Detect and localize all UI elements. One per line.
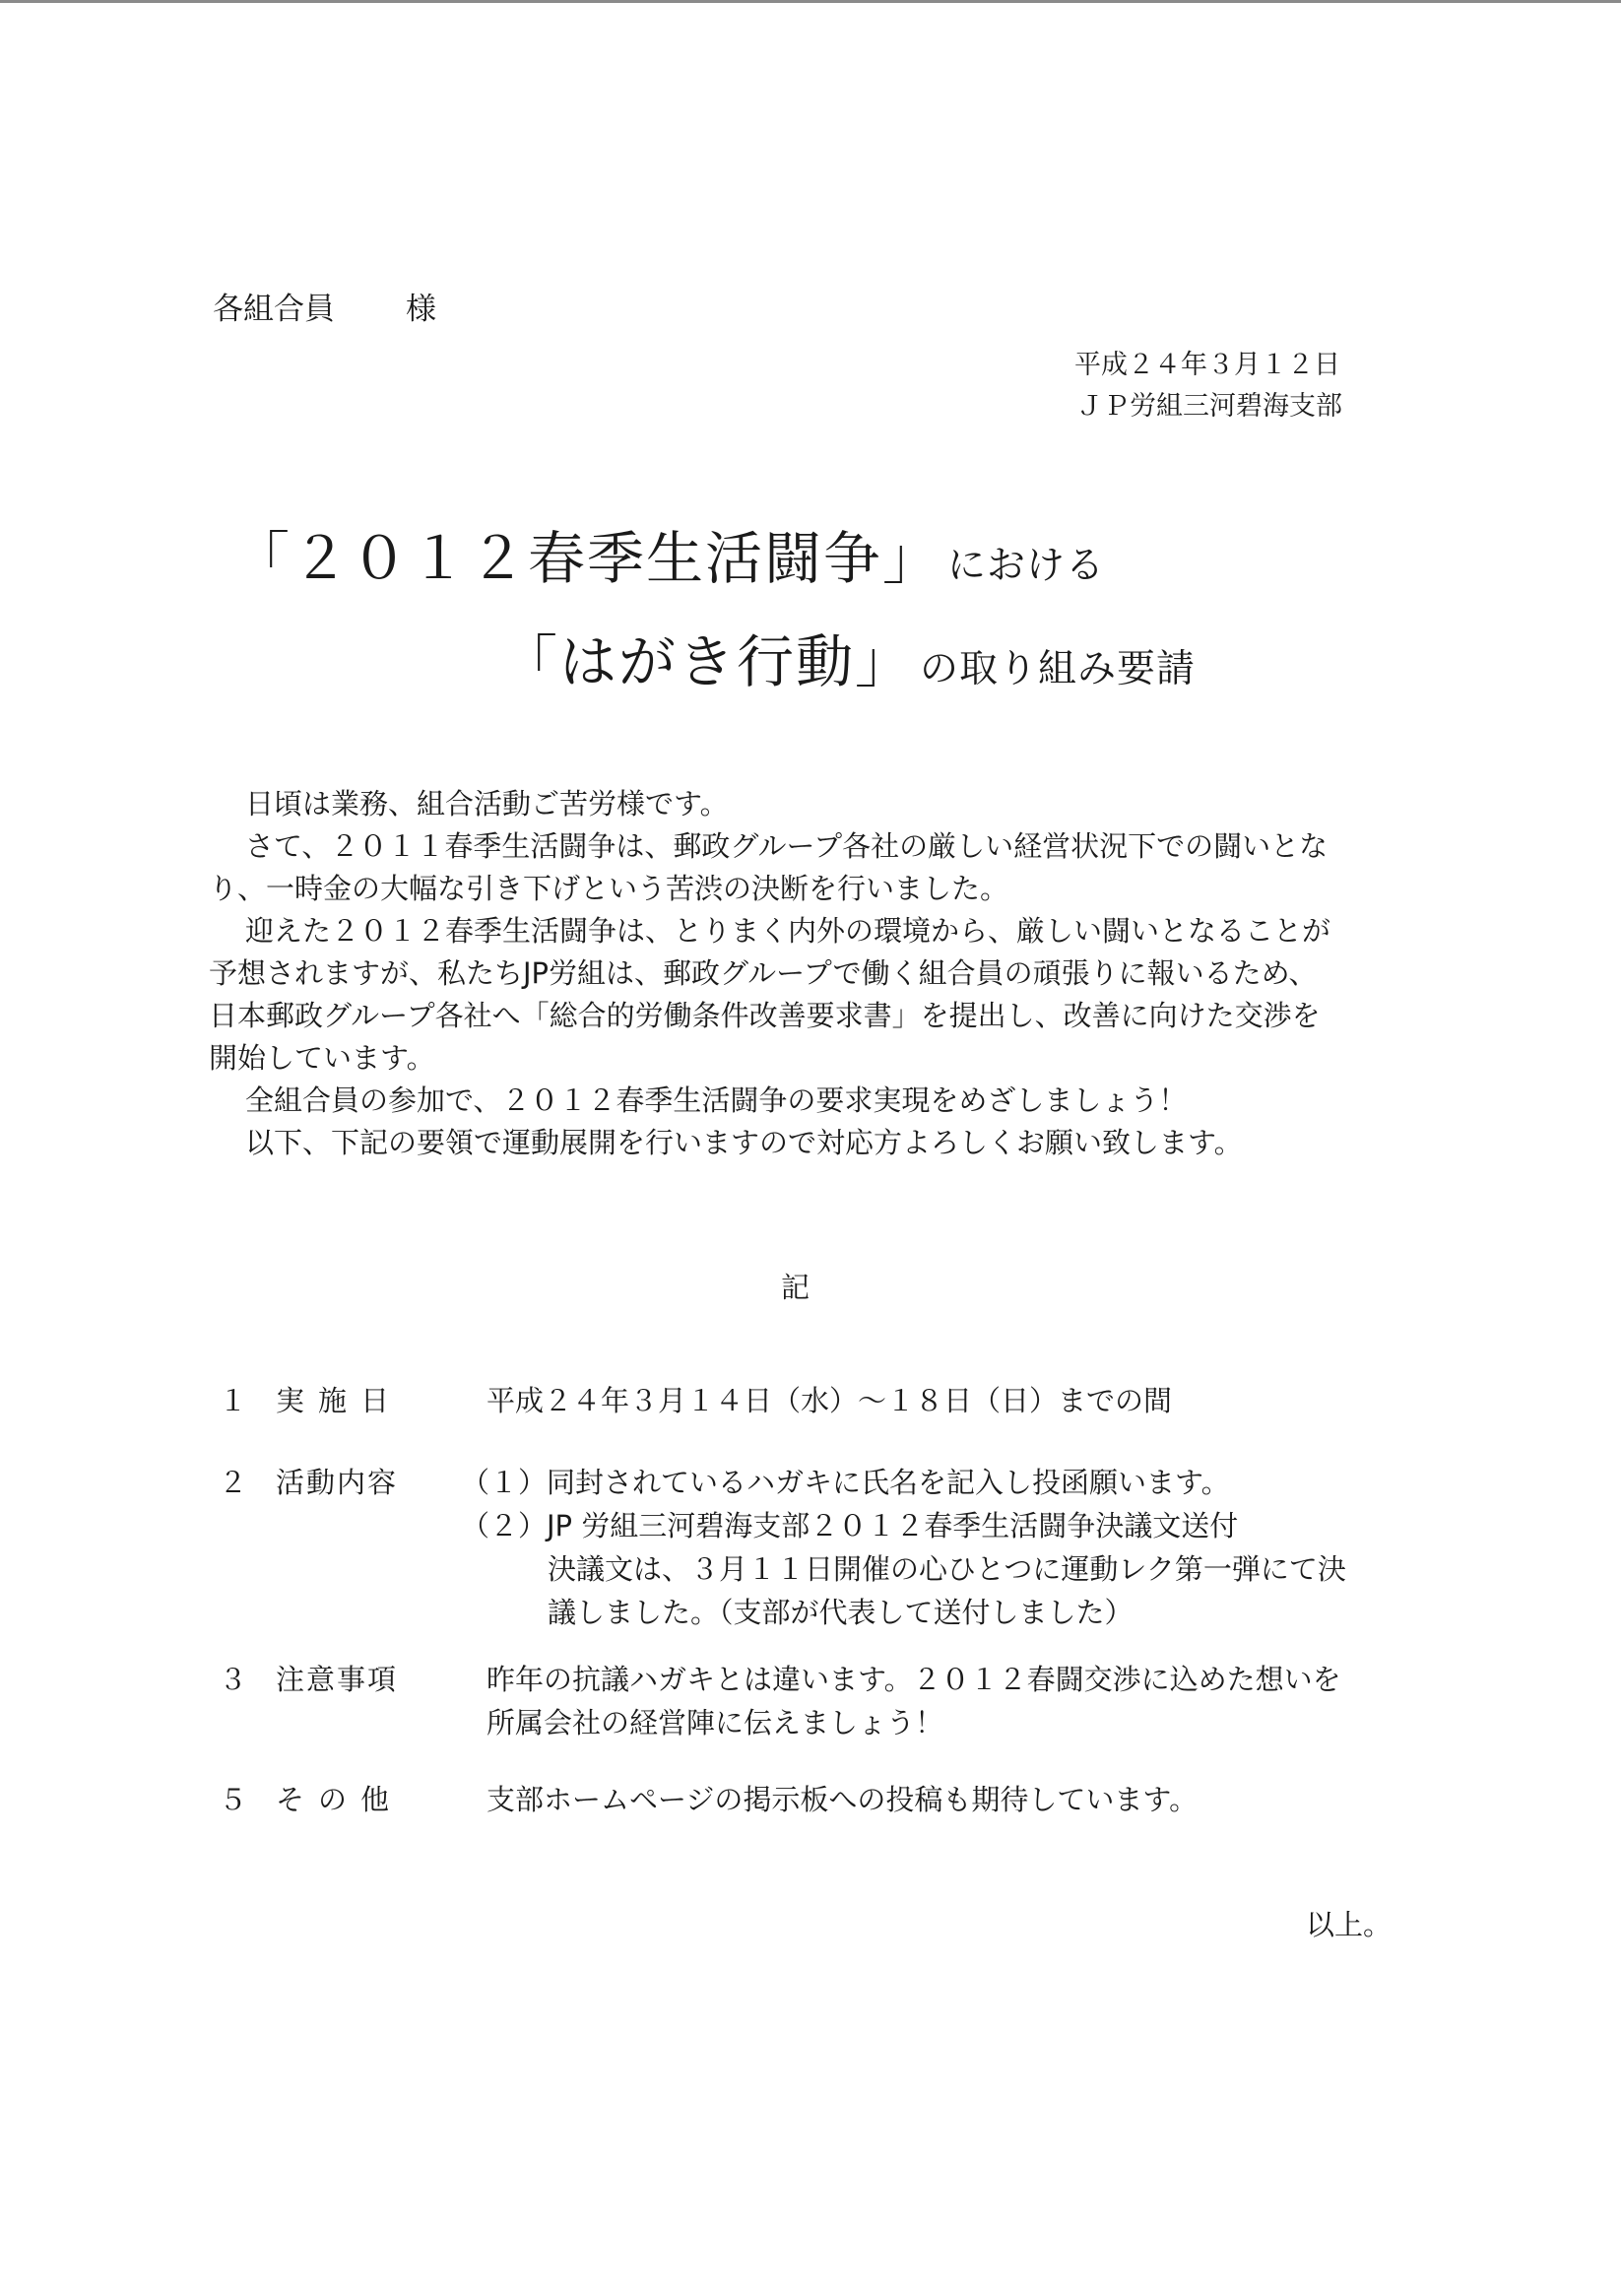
title-line-2-main: 「はがき行動」 (500, 628, 915, 695)
title-line-1-main: 「２０１２春季生活闘争」 (232, 525, 942, 592)
body-line: さて、２０１１春季生活闘争は、郵政グループ各社の厳しい経営状況下での闘いとな (245, 829, 1329, 863)
item-content-line: （２）JP 労組三河碧海支部２０１２春季生活闘争決議文送付 (461, 1509, 1239, 1542)
item-content-line: 平成２４年３月１４日（水）～１８日（日）までの間 (486, 1384, 1173, 1417)
scan-top-edge (0, 0, 1621, 3)
body-line: 日頃は業務、組合活動ご苦労様です。 (245, 787, 729, 820)
item-label: 実施日 (276, 1384, 404, 1417)
document-date: 平成２４年３月１２日 (1074, 350, 1340, 380)
body-line: 開始しています。 (209, 1041, 435, 1075)
item-content-line: 議しました。（支部が代表して送付しました） (548, 1596, 1134, 1629)
item-content-line: 昨年の抗議ハガキとは違います。２０１２春闘交渉に込めた想いを (486, 1663, 1341, 1696)
body-line: 迎えた２０１２春季生活闘争は、とりまく内外の環境から、厳しい闘いとなることが (245, 914, 1331, 948)
addressee: 各組合員 (213, 292, 335, 327)
item-label: その他 (276, 1783, 404, 1816)
honorific: 様 (406, 292, 436, 327)
item-label: 活動内容 (276, 1466, 399, 1499)
title-line-1-suffix: における (947, 544, 1106, 588)
item-content-line: 支部ホームページの掲示板への投稿も期待しています。 (486, 1783, 1199, 1816)
body-line: り、一時金の大幅な引き下げという苦渋の決断を行いました。 (209, 872, 1009, 905)
title-line-2-suffix: の取り組み要請 (920, 647, 1197, 691)
item-number: ５ (219, 1783, 248, 1816)
body-line: 以下、下記の要領で運動展開を行いますので対応方よろしくお願い致します。 (245, 1126, 1243, 1159)
title-line-1 (232, 512, 1105, 595)
body-line: 予想されますが、私たちJP労組は、郵政グループで働く組合員の頑張りに報いるため、 (209, 956, 1318, 990)
item-label: 注意事項 (276, 1663, 399, 1696)
body-line: 日本郵政グループ各社へ「総合的労働条件改善要求書」を提出し、改善に向けた交渉を (209, 999, 1321, 1032)
ki-heading: 記 (781, 1271, 810, 1304)
body-paragraphs (209, 783, 1391, 1164)
sender-organization: ＪＰ労組三河碧海支部 (1076, 391, 1342, 422)
body-line: 全組合員の参加で、２０１２春季生活闘争の要求実現をめざしましょう！ (245, 1083, 1188, 1117)
title-line-2 (500, 616, 1196, 698)
addressee-line (213, 284, 436, 328)
item-number: ３ (219, 1663, 248, 1696)
item-content-line: 決議文は、３月１１日開催の心ひとつに運動レク第一弾にて決 (548, 1552, 1346, 1586)
item-content-line: 所属会社の経営陣に伝えましょう！ (486, 1706, 944, 1739)
item-content-line: （１）同封されているハガキに氏名を記入し投函願います。 (461, 1466, 1230, 1499)
item-number: ２ (219, 1466, 248, 1499)
item-number: １ (219, 1384, 248, 1417)
closing-text: 以上。 (1306, 1908, 1393, 1941)
